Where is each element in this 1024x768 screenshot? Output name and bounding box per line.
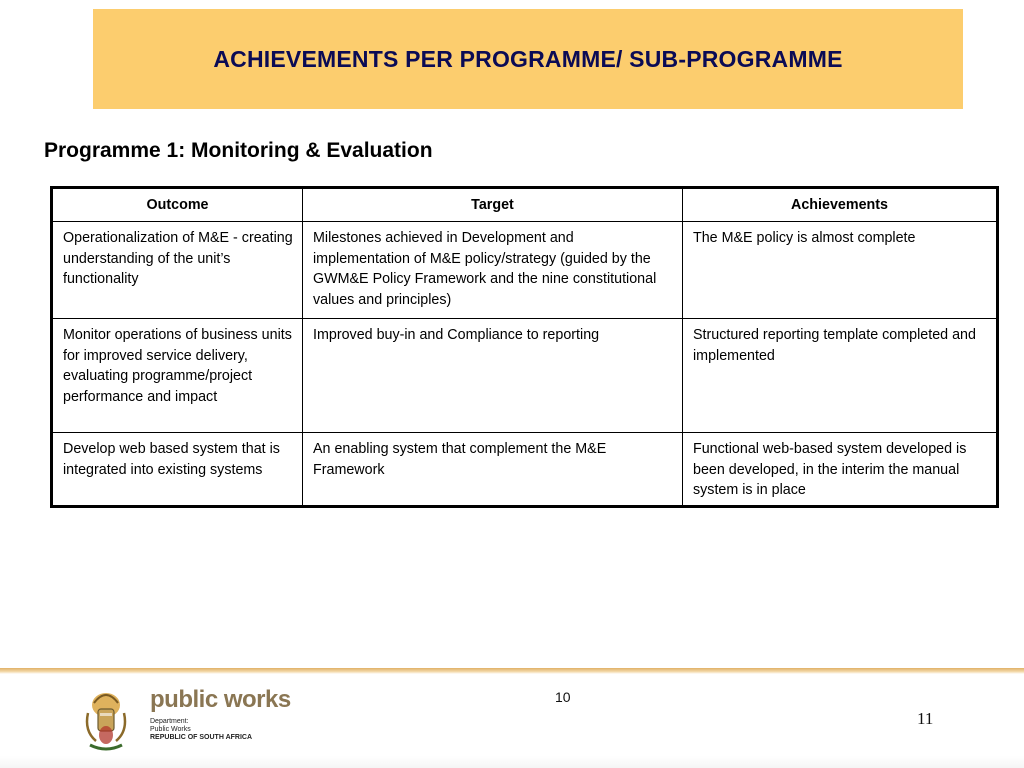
slide-title: ACHIEVEMENTS PER PROGRAMME/ SUB-PROGRAMME <box>213 45 843 72</box>
footer-divider <box>0 668 1024 674</box>
achievement-cell: Structured reporting template completed and implemented <box>683 319 998 433</box>
outcome-cell: Operationalization of M&E - creating understanding of the unit’s functionality <box>52 222 303 319</box>
logo-line-public-works: Public Works <box>150 726 191 733</box>
coat-of-arms-icon <box>76 683 136 755</box>
bottom-edge <box>0 756 1024 768</box>
table-row <box>52 222 998 319</box>
achievement-cell: The M&E policy is almost complete <box>683 222 998 319</box>
programme-subtitle: Programme 1: Monitoring & Evaluation <box>44 139 433 162</box>
table-row <box>52 433 998 507</box>
outcome-cell: Monitor operations of business units for improved service delivery, evaluating programme/project performance and impact <box>52 319 303 433</box>
column-header-target: Target <box>303 188 683 222</box>
column-header-outcome: Outcome <box>52 188 303 222</box>
target-cell: Milestones achieved in Development and implementation of M&E policy/strategy (guided by the GWM&E Policy Framework and the nine constitutional values and principles) <box>303 222 683 319</box>
logo-wordmark: public works <box>150 686 291 713</box>
page-number-center: 10 <box>555 689 571 705</box>
target-cell: Improved buy-in and Compliance to reporting <box>303 319 683 433</box>
logo-line-republic: REPUBLIC OF SOUTH AFRICA <box>150 734 253 741</box>
column-header-achievements: Achievements <box>683 188 998 222</box>
table-row <box>52 319 998 433</box>
title-banner <box>93 9 963 109</box>
outcome-cell: Develop web based system that is integrated into existing systems <box>52 433 303 507</box>
target-cell: An enabling system that complement the M&E Framework <box>303 433 683 507</box>
logo-line-department: Department: <box>150 718 189 725</box>
table-header-row <box>52 188 998 222</box>
page-number-right: 11 <box>917 709 934 728</box>
logo-department-text <box>150 718 252 742</box>
achievement-cell: Functional web-based system developed is been developed, in the interim the manual system is in place <box>683 433 998 507</box>
achievements-table <box>50 186 999 508</box>
